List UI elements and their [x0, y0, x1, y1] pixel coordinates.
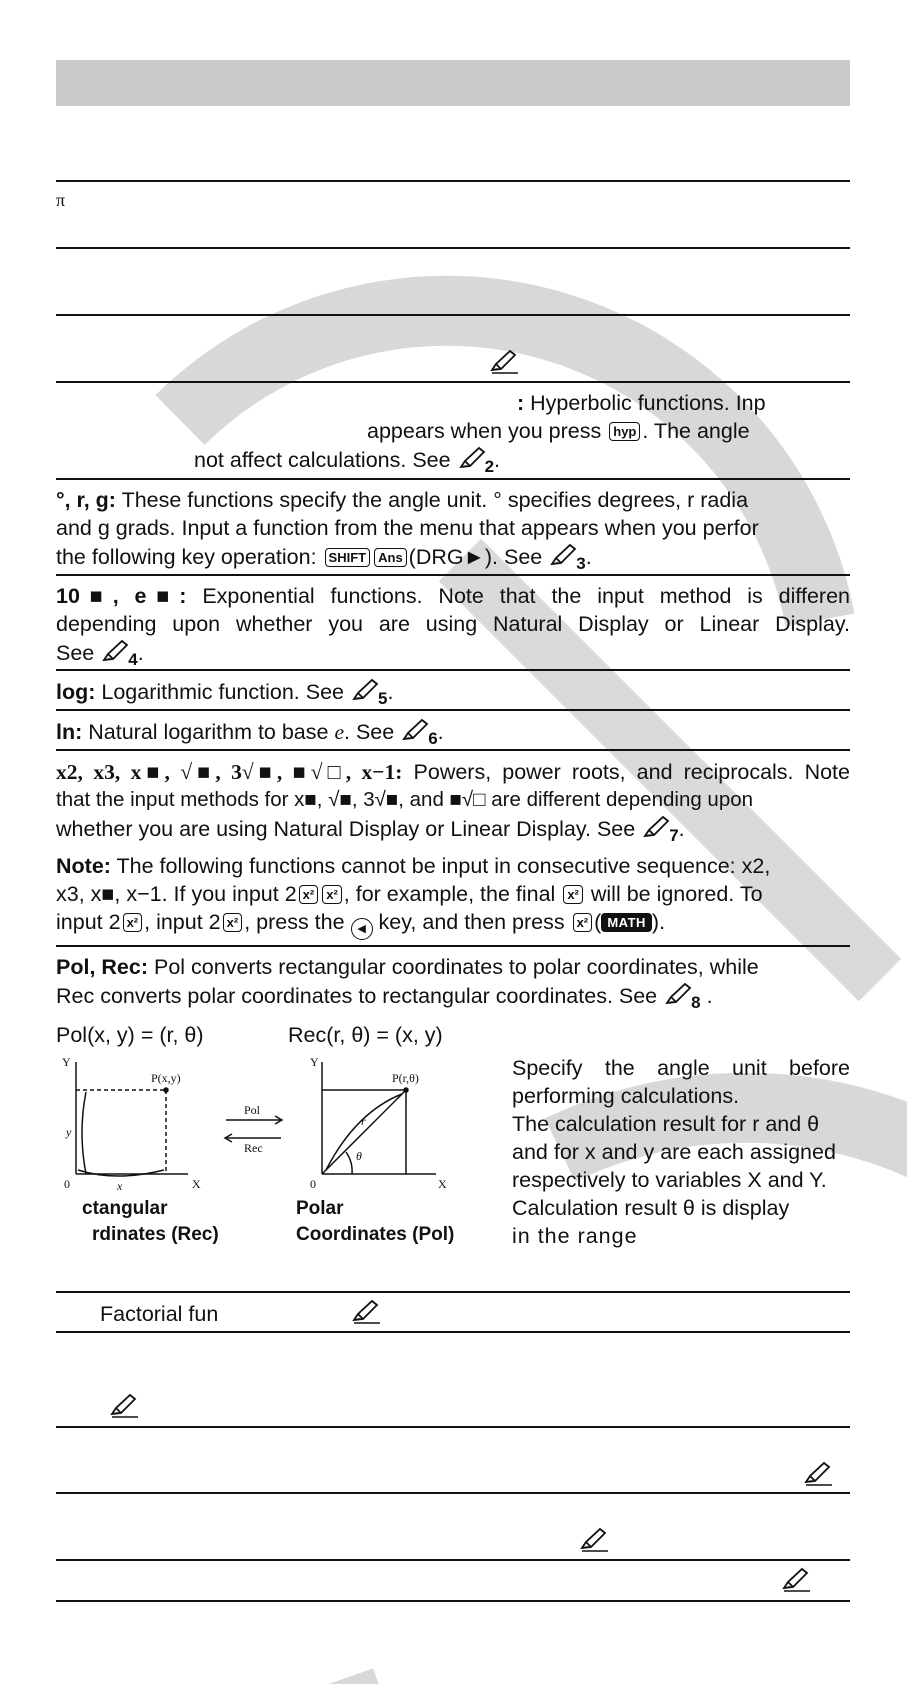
rule — [56, 314, 850, 316]
right-origin: 0 — [310, 1177, 316, 1191]
side-text: Specify the angle unit before — [512, 1056, 850, 1080]
angle-line-3 — [56, 542, 592, 578]
coordinate-diagram — [56, 1052, 476, 1192]
exp-line-1 — [56, 582, 850, 610]
shift-key: SHIFT — [325, 548, 371, 567]
exp-text: depending upon whether you are using Natural Display or Linear Display. — [56, 612, 850, 636]
angle-line-2 — [56, 514, 759, 542]
hyp-label: : — [517, 391, 525, 415]
rule — [56, 1331, 850, 1333]
reference-pencil-icon — [108, 1392, 140, 1418]
left-arrow-key-icon: ◀ — [351, 918, 373, 940]
log-label: log: — [56, 680, 96, 704]
factorial-text: Factorial fun — [100, 1302, 219, 1326]
right-r-lbl: r — [361, 1114, 366, 1128]
arrow-rec-label: Rec — [244, 1141, 263, 1155]
powers-line-2 — [56, 786, 753, 814]
angle-text: These functions specify the angle unit. ° specifies degrees, r radia — [121, 488, 749, 512]
right-x-label: X — [438, 1177, 447, 1191]
hyp-text: not affect calculations. See — [194, 448, 451, 472]
polrec-line-2 — [56, 981, 713, 1017]
log-text: . — [387, 680, 394, 704]
rule — [56, 945, 850, 947]
right-y-label: Y — [310, 1055, 319, 1069]
caption-text: Coordinates (Pol) — [296, 1224, 455, 1245]
hyp-text: Hyperbolic functions. Inp — [530, 391, 766, 415]
note-text: ). — [651, 910, 666, 934]
polrec-line-1 — [56, 953, 759, 981]
reference-pencil-icon — [802, 1460, 834, 1486]
angle-label: °, r, g: — [56, 488, 116, 512]
reference-pencil-icon — [350, 1298, 382, 1324]
left-x-brace — [78, 1170, 164, 1176]
ln-line — [56, 717, 444, 753]
note-line-1 — [56, 852, 770, 880]
section-header-band — [56, 60, 850, 106]
caption-text: ctangular — [82, 1198, 168, 1219]
polrec-text: Rec converts polar coordinates to rectangular coordinates. See — [56, 984, 658, 1008]
right-point-label: P(r,θ) — [392, 1071, 419, 1085]
rule — [56, 669, 850, 671]
note-line-3: input 2 x² , input 2 x² , press the ◀ key, and then press x² ( MATH ). — [56, 908, 665, 940]
exp-text: See — [56, 641, 95, 665]
angle-text: and g grads. Input a function from the menu that appears when you perfor — [56, 516, 759, 540]
note-text: x3, x■, x−1. If you input 2 — [56, 882, 297, 906]
exp-text: Exponential functions. Note that the input method is differen — [202, 584, 850, 608]
rule — [56, 1559, 850, 1561]
note-label: Note: — [56, 854, 111, 878]
ref-number: 2 — [484, 457, 495, 476]
hyp-key: hyp — [609, 422, 640, 441]
reference-pencil-icon — [780, 1566, 812, 1592]
theta-arc — [346, 1152, 352, 1174]
powers-text: . — [678, 817, 685, 841]
rule — [56, 1492, 850, 1494]
ref-number: 6 — [428, 729, 438, 748]
exp-label: 10■, e■: — [56, 584, 187, 608]
hyp-text: . — [494, 448, 501, 472]
polrec-label: Pol, Rec: — [56, 955, 148, 979]
exp-line-2 — [56, 610, 850, 638]
powers-line-3 — [56, 814, 685, 850]
ref-number: 8 — [691, 993, 701, 1012]
angle-text: . — [585, 545, 592, 569]
note-text: input 2 — [56, 910, 121, 934]
hyp-line-2 — [367, 417, 750, 445]
x-squared-key: x² — [573, 913, 593, 932]
right-caption — [296, 1196, 454, 1248]
left-x-label: X — [192, 1177, 201, 1191]
pol-formula: Pol(x, y) = (r, θ) — [56, 1023, 204, 1047]
left-caption — [82, 1196, 219, 1248]
right-radius — [322, 1090, 406, 1174]
angle-line-1 — [56, 486, 748, 514]
side-text: in the range — [512, 1224, 638, 1248]
rule — [56, 1291, 850, 1293]
ln-label: ln: — [56, 720, 83, 744]
left-point-label: P(x,y) — [151, 1071, 181, 1085]
ln-text: . See — [344, 720, 395, 744]
ref-number: 4 — [128, 650, 138, 669]
powers-text: whether you are using Natural Display or Linear Display. See — [56, 817, 636, 841]
polrec-text: . — [706, 984, 713, 1008]
powers-label: x2, x3, x■, √■, 3√■, ■√□, x−1: — [56, 760, 403, 784]
hyp-text: appears when you press — [367, 419, 602, 443]
polrec-side-note — [512, 1054, 850, 1250]
side-text: performing calculations. — [512, 1084, 740, 1108]
note-line-2 — [56, 880, 763, 908]
powers-text: Powers, power roots, and reciprocals. Note — [413, 760, 850, 784]
note-text: key, and then press — [378, 910, 565, 934]
x-squared-key: x² — [223, 913, 243, 932]
powers-text: that the input methods for x■, √■, 3√■, and ■√□ are different depending upon — [56, 788, 754, 811]
rule — [56, 1426, 850, 1428]
x-squared-key: x² — [299, 885, 319, 904]
left-x-lbl: x — [117, 1179, 123, 1192]
rule — [56, 247, 850, 249]
left-origin: 0 — [64, 1177, 70, 1191]
hyp-text: . The angle — [642, 419, 750, 443]
left-y-lbl: y — [66, 1125, 72, 1139]
note-text: will be ignored. To — [590, 882, 763, 906]
rule — [56, 381, 850, 383]
ans-key: Ans — [374, 548, 407, 567]
ln-text: . — [437, 720, 444, 744]
left-y-label: Y — [62, 1055, 71, 1069]
reference-pencil-icon — [578, 1526, 610, 1552]
hyp-line-3 — [194, 445, 500, 481]
rec-formula: Rec(r, θ) = (x, y) — [288, 1023, 443, 1047]
exp-text: . — [137, 641, 144, 665]
angle-text: (DRG►). See — [408, 545, 543, 569]
side-text: and for x and y are each assigned — [512, 1140, 836, 1164]
factorial-line — [100, 1300, 218, 1328]
ref-number: 3 — [576, 554, 586, 573]
log-text: Logarithmic function. See — [101, 680, 345, 704]
note-text: , press the — [244, 910, 345, 934]
side-text: respectively to variables X and Y. — [512, 1168, 827, 1192]
note-text: The following functions cannot be input in consecutive sequence: x2, — [116, 854, 771, 878]
side-text: The calculation result for r and θ — [512, 1112, 820, 1136]
left-point — [164, 1088, 168, 1092]
ref-number: 5 — [378, 689, 388, 708]
pi-symbol: π — [56, 190, 66, 210]
reference-pencil-icon — [457, 445, 489, 471]
x-squared-key: x² — [322, 885, 342, 904]
angle-text: the following key operation: — [56, 545, 317, 569]
x-squared-key: x² — [123, 913, 143, 932]
powers-line-1 — [56, 758, 850, 786]
math-key: MATH — [601, 913, 652, 932]
ln-text: Natural logarithm to base — [88, 720, 329, 744]
right-theta-lbl: θ — [356, 1149, 362, 1163]
side-text: Calculation result θ is display — [512, 1196, 790, 1220]
polrec-text: Pol converts rectangular coordinates to polar coordinates, while — [153, 955, 759, 979]
caption-text: rdinates (Rec) — [92, 1224, 219, 1245]
rule — [56, 1600, 850, 1602]
ref-number: 7 — [669, 826, 679, 845]
note-text: , for example, the final — [343, 882, 556, 906]
note-text: , input 2 — [144, 910, 221, 934]
exp-line-3 — [56, 638, 144, 674]
ln-e: e — [334, 720, 345, 744]
reference-pencil-icon — [488, 348, 520, 374]
left-y-brace — [82, 1092, 86, 1174]
right-point — [404, 1088, 408, 1092]
caption-text: Polar — [296, 1198, 344, 1219]
rule — [56, 180, 850, 182]
hyp-line-1 — [517, 389, 766, 417]
log-line — [56, 677, 393, 713]
x-squared-key: x² — [563, 885, 583, 904]
arrow-pol-label: Pol — [244, 1103, 261, 1117]
